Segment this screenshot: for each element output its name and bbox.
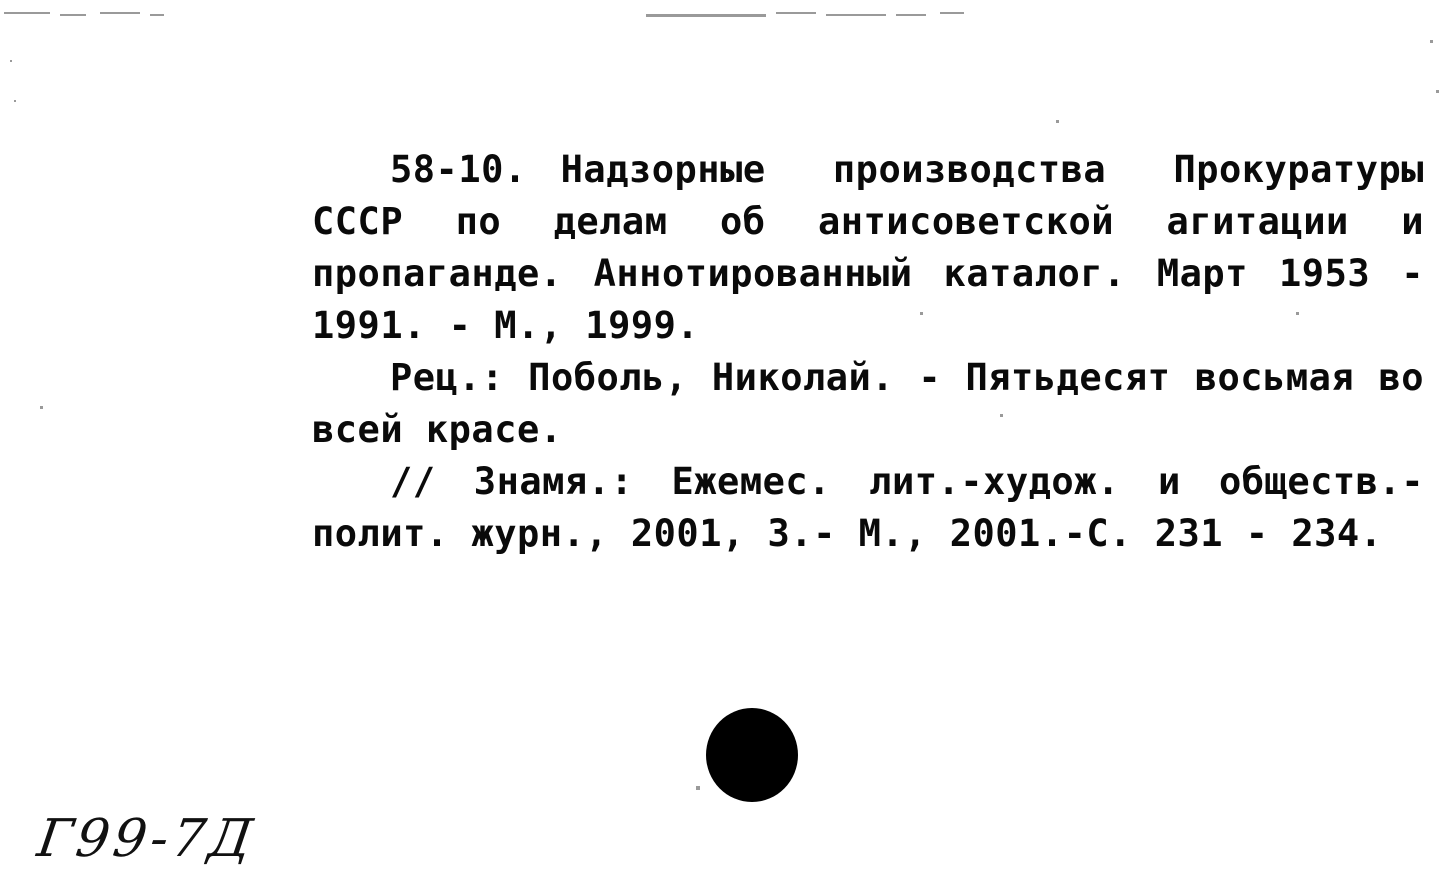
entry-number: 58-10.	[390, 148, 527, 191]
title-paragraph	[312, 144, 1424, 352]
handwritten-call-number: Г99-7Д	[33, 809, 260, 869]
catalog-entry	[312, 144, 1424, 560]
title-text: Надзорные производства Прокуратуры СССР по делам об антисоветской агитации и пропаганде. Аннотированный каталог. Март 1953 - 1991. - М., 1999.	[312, 148, 1424, 347]
punch-hole	[706, 708, 798, 802]
review-paragraph: Рец.: Поболь, Николай. - Пятьдесят восьмая во всей красе.	[312, 356, 1424, 451]
source-paragraph: // Знамя.: Ежемес. лит.-худож. и обществ.-полит. журн., 2001, 3.- М., 2001.-С. 231 - 234.	[312, 460, 1424, 555]
